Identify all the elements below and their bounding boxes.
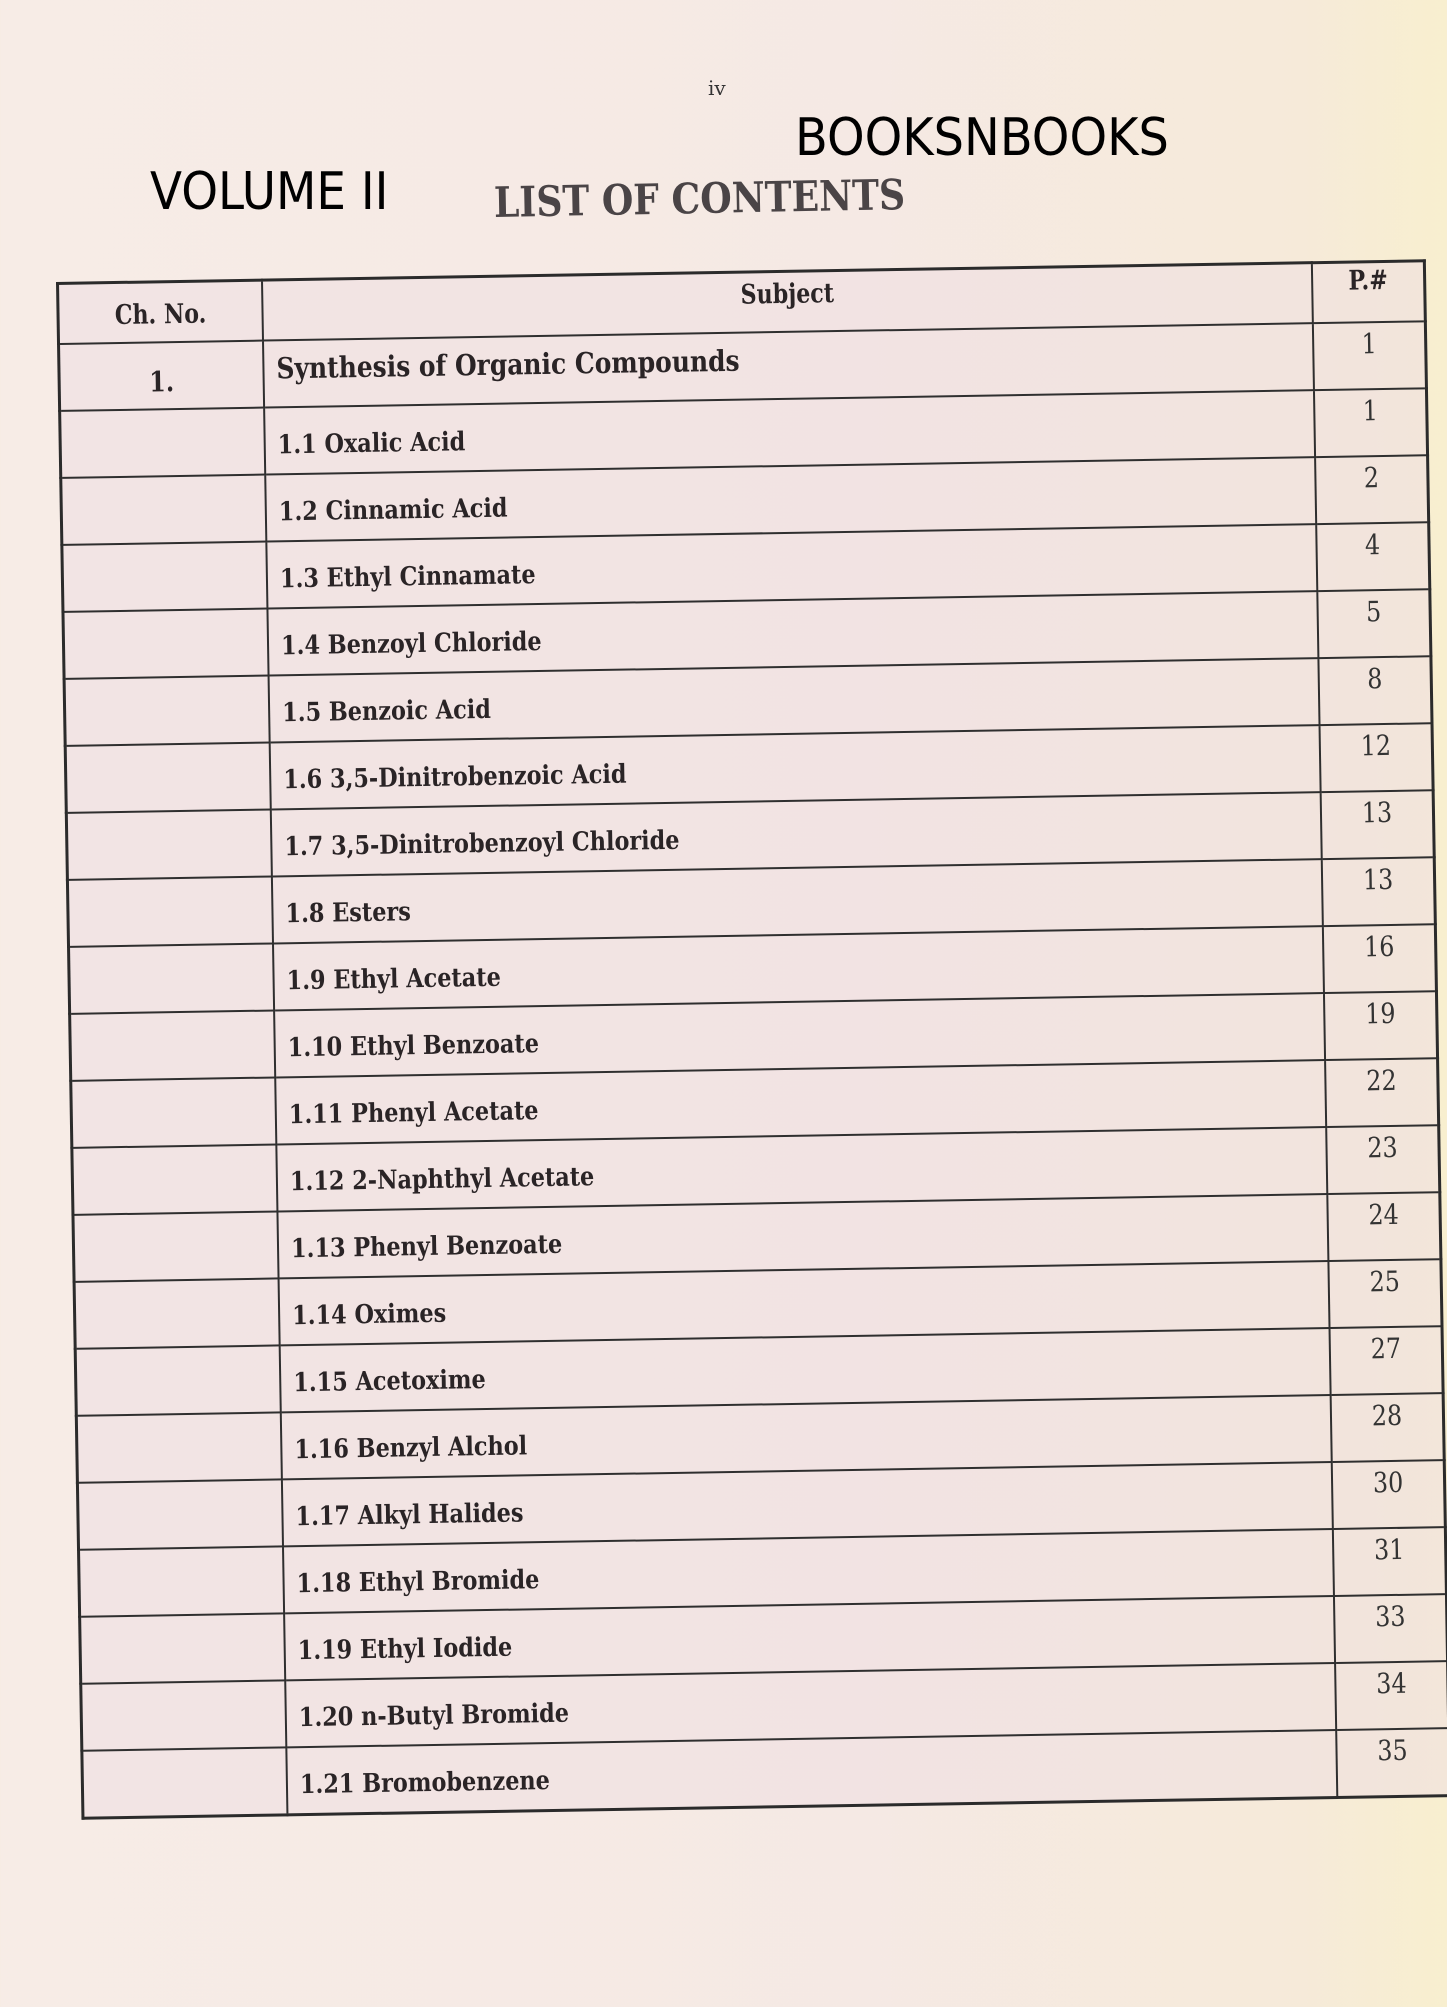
chapter-number (82, 744, 254, 769)
volume-stamp: VOLUME II (150, 162, 389, 222)
header-page-label: P.# (1348, 264, 1389, 297)
page-ref: 13 (1361, 795, 1393, 830)
page-ref-cell (1323, 924, 1437, 993)
page-ref-cell (1320, 723, 1434, 792)
chapter-number-cell (81, 1680, 287, 1750)
chapter-number-cell (61, 475, 267, 545)
subject-title: 1.17 Alkyl Halides (295, 1498, 524, 1533)
subject-title: 1.15 Acetoxime (293, 1365, 486, 1399)
chapter-number-cell (62, 542, 268, 612)
header-page (1312, 261, 1425, 323)
chapter-number-cell (79, 1546, 285, 1616)
chapter-number-cell (72, 1144, 278, 1214)
page-ref-cell (1328, 1259, 1442, 1328)
chapter-number (90, 1213, 262, 1238)
chapter-number (93, 1414, 265, 1439)
page-ref: 5 (1365, 595, 1382, 629)
chapter-number (84, 878, 256, 903)
page-ref: 22 (1365, 1063, 1397, 1098)
chapter-number (96, 1615, 268, 1640)
chapter-number-cell (69, 943, 275, 1013)
page-ref: 2 (1363, 461, 1380, 495)
subject-title: 1.21 Bromobenzene (299, 1766, 551, 1801)
brand-stamp: BOOKSNBOOKS (795, 108, 1169, 168)
chapter-number-cell (64, 676, 270, 746)
page-ref-cell (1317, 589, 1431, 658)
chapter-number-cell (74, 1278, 280, 1348)
chapter-number (99, 1749, 271, 1774)
page-ref: 4 (1364, 528, 1381, 562)
subject-title: 1.14 Oximes (291, 1298, 447, 1332)
subject-title: 1.19 Ethyl Iodide (297, 1632, 513, 1667)
page-ref-cell (1326, 1125, 1440, 1194)
chapter-number-cell (80, 1613, 286, 1683)
header-chapter (58, 280, 263, 344)
page-ref-cell (1325, 1058, 1439, 1127)
chapter-number-cell (71, 1077, 277, 1147)
page-ref-cell (1327, 1192, 1441, 1261)
page-ref: 8 (1366, 662, 1383, 696)
page-ref: 31 (1373, 1532, 1405, 1567)
subject-title: 1.11 Phenyl Acetate (288, 1096, 539, 1131)
chapter-number (89, 1146, 261, 1171)
chapter-number-cell (65, 743, 271, 813)
chapter-number (87, 1079, 259, 1104)
chapter-number-cell (67, 877, 273, 947)
chapter-number-cell (70, 1010, 276, 1080)
page-ref-cell (1324, 991, 1438, 1060)
header-subject-label: Subject (740, 278, 835, 311)
page-ref-cell (1313, 321, 1427, 390)
chapter-number-cell (77, 1479, 283, 1549)
chapter-number (86, 1012, 258, 1037)
chapter-number (91, 1280, 263, 1305)
chapter-number (97, 1682, 269, 1707)
page-ref-cell (1335, 1661, 1447, 1730)
subject-title: 1.12 2-Naphthyl Acetate (289, 1162, 595, 1198)
chapter-number-cell (75, 1345, 281, 1415)
page-ref-cell (1333, 1527, 1447, 1596)
subject-title: 1.7 3,5-Dinitrobenzoyl Chloride (284, 825, 680, 863)
chapter-number (95, 1548, 267, 1573)
page-ref: 33 (1374, 1599, 1406, 1634)
page-ref: 30 (1372, 1465, 1404, 1500)
chapter-number-cell (60, 408, 266, 478)
page-ref: 24 (1368, 1197, 1400, 1232)
page-number: iv (708, 76, 726, 100)
page-ref-cell (1334, 1594, 1447, 1663)
page-ref-cell (1321, 790, 1435, 859)
page-title: LIST OF CONTENTS (493, 170, 906, 227)
subject-title: 1.10 Ethyl Benzoate (287, 1029, 540, 1064)
page-ref-cell (1331, 1393, 1445, 1462)
chapter-number (77, 476, 249, 501)
subject-title: 1.20 n-Butyl Bromide (298, 1698, 570, 1734)
chapter-number-cell (73, 1211, 279, 1281)
page-ref: 1 (1361, 327, 1378, 361)
chapter-number-cell (63, 609, 269, 679)
page-ref: 27 (1370, 1331, 1402, 1366)
subject-title: Synthesis of Organic Compounds (276, 343, 740, 386)
page-ref-cell (1314, 388, 1428, 457)
page-ref-cell (1316, 522, 1430, 591)
page-ref-cell (1336, 1728, 1447, 1797)
page-ref-cell (1318, 656, 1432, 725)
chapter-number (94, 1481, 266, 1506)
chapter-number-cell (82, 1747, 288, 1818)
page-ref-cell (1322, 857, 1436, 926)
chapter-number: 1. (148, 365, 175, 399)
chapter-number-cell (66, 810, 272, 880)
chapter-number (85, 945, 257, 970)
contents-table-wrapper (56, 259, 1447, 1820)
subject-title: 1.6 3,5-Dinitrobenzoic Acid (283, 759, 627, 796)
table-body (59, 321, 1447, 1818)
chapter-number-cell (76, 1412, 282, 1482)
subject-title: 1.9 Ethyl Acetate (286, 962, 502, 997)
page-ref: 23 (1367, 1130, 1398, 1165)
page-ref-cell (1315, 455, 1429, 524)
subject-title: 1.3 Ethyl Cinnamate (279, 560, 536, 595)
page-ref: 1 (1362, 394, 1379, 428)
chapter-number (81, 677, 253, 702)
page-ref: 12 (1360, 728, 1392, 763)
subject-title: 1.13 Phenyl Benzoate (290, 1229, 563, 1265)
subject-title: 1.18 Ethyl Bromide (296, 1565, 540, 1600)
contents-table (56, 259, 1447, 1820)
chapter-number (76, 409, 248, 434)
subject-title: 1.8 Esters (285, 897, 412, 930)
page-ref-cell (1330, 1326, 1444, 1395)
page-ref: 13 (1362, 862, 1394, 897)
subject-title: 1.5 Benzoic Acid (281, 694, 492, 729)
subject-title: 1.2 Cinnamic Acid (278, 493, 508, 528)
page-ref: 19 (1364, 996, 1396, 1031)
subject-title: 1.4 Benzoyl Chloride (280, 626, 542, 662)
chapter-number-cell (59, 341, 265, 411)
header-chapter-label: Ch. No. (114, 298, 207, 332)
page-ref: 35 (1377, 1733, 1408, 1768)
page-ref: 28 (1371, 1398, 1403, 1433)
page-ref: 16 (1363, 929, 1395, 964)
subject-title: 1.1 Oxalic Acid (277, 427, 466, 461)
chapter-number (83, 811, 255, 836)
chapter-number (92, 1347, 264, 1372)
chapter-number (80, 610, 252, 635)
chapter-number (79, 543, 251, 568)
page-ref: 25 (1369, 1264, 1401, 1299)
page-ref: 34 (1375, 1666, 1407, 1701)
page-ref-cell (1332, 1460, 1446, 1529)
subject-title: 1.16 Benzyl Alchol (294, 1431, 528, 1466)
